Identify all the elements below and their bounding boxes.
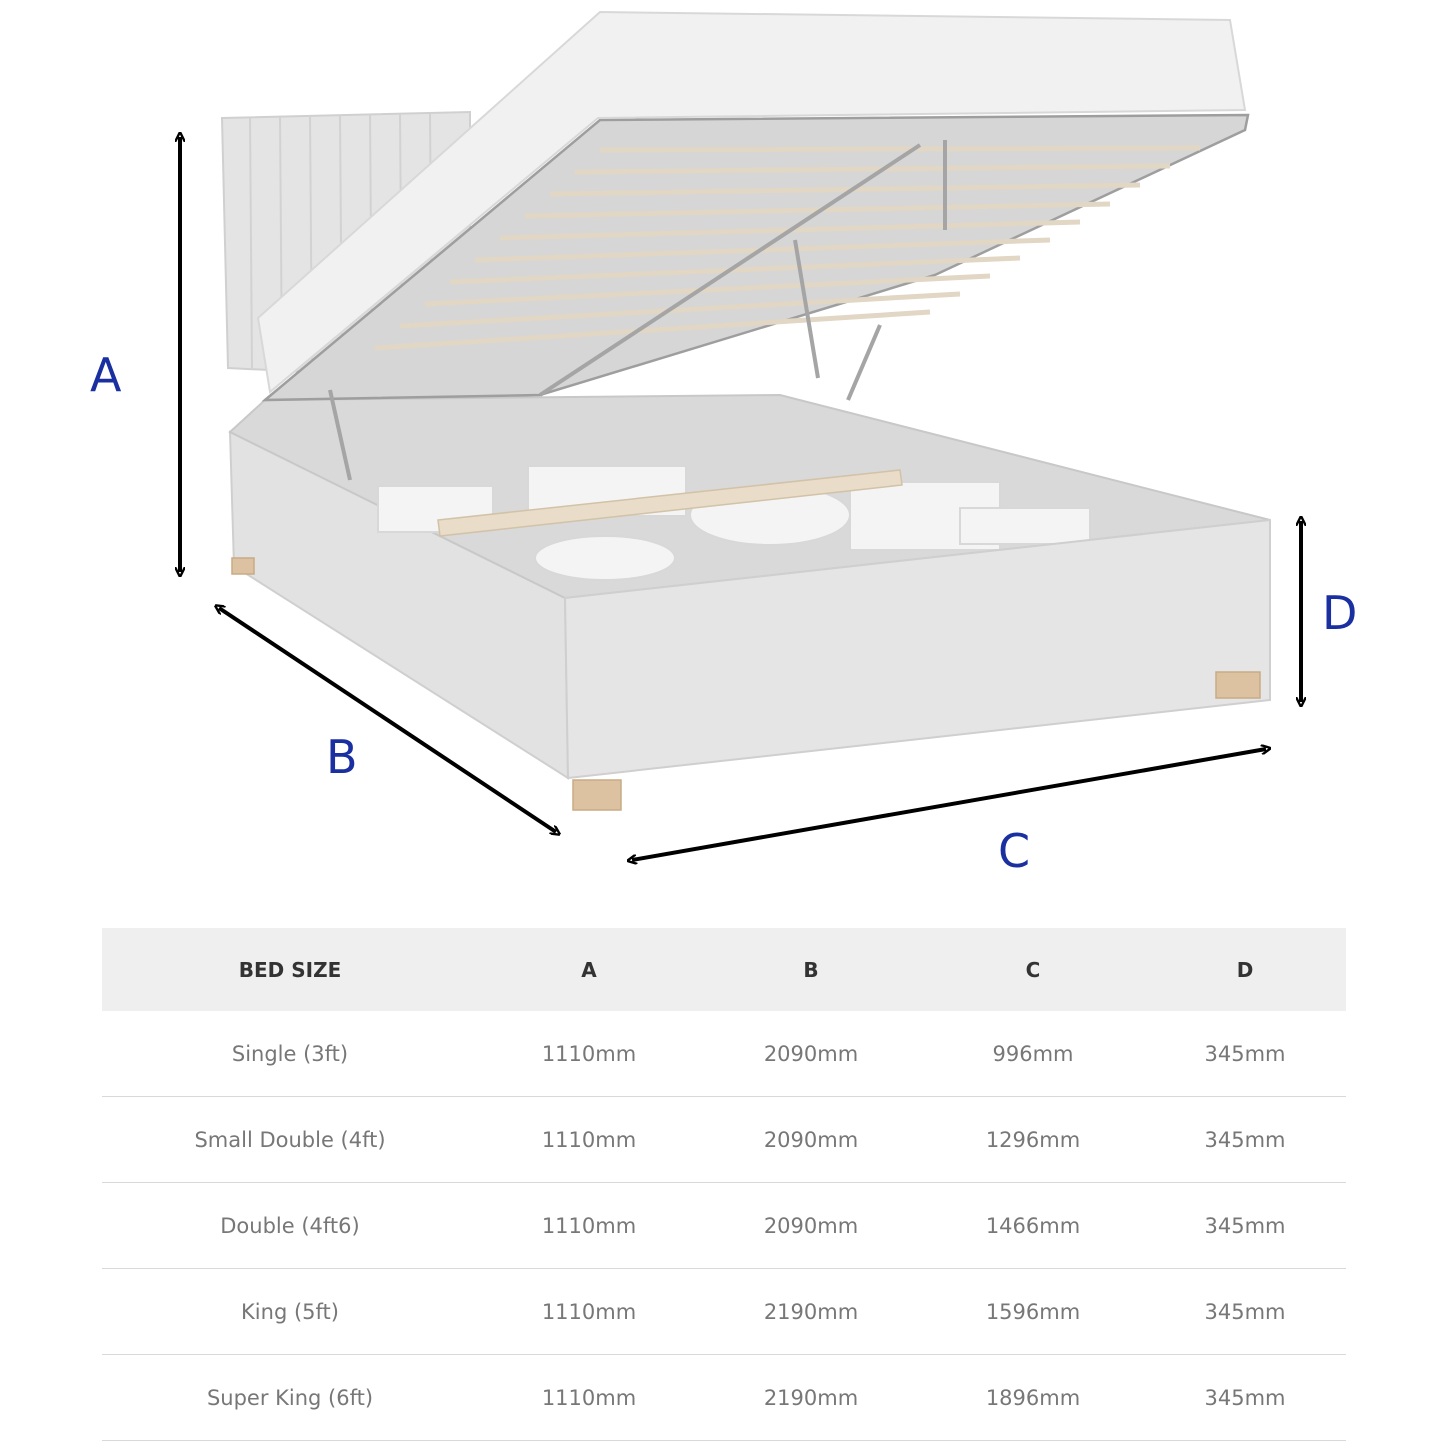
cell-a: 1110mm — [478, 1097, 700, 1183]
cell-b: 2190mm — [700, 1269, 922, 1355]
cell-c: 1296mm — [922, 1097, 1144, 1183]
cell-a: 1110mm — [478, 1269, 700, 1355]
cell-c: 996mm — [922, 1011, 1144, 1097]
cell-d: 345mm — [1144, 1097, 1346, 1183]
cell-a: 1110mm — [478, 1183, 700, 1269]
cell-b: 2090mm — [700, 1097, 922, 1183]
cell-bed-size: Double (4ft6) — [102, 1183, 478, 1269]
dimension-label-b: B — [326, 730, 358, 784]
table-row — [102, 1011, 1346, 1097]
header-d: D — [1144, 928, 1346, 1011]
dimension-label-c: C — [998, 824, 1031, 878]
cell-bed-size: Super King (6ft) — [102, 1355, 478, 1441]
dimension-label-a: A — [90, 348, 122, 402]
cell-d: 345mm — [1144, 1355, 1346, 1441]
dimension-arrow-c — [632, 749, 1266, 860]
cell-c: 1466mm — [922, 1183, 1144, 1269]
cell-b: 2090mm — [700, 1011, 922, 1097]
dimension-label-d: D — [1322, 586, 1358, 640]
cell-a: 1110mm — [478, 1355, 700, 1441]
header-c: C — [922, 928, 1144, 1011]
bed-size-table — [102, 928, 1346, 1441]
cell-bed-size: Small Double (4ft) — [102, 1097, 478, 1183]
cell-b: 2090mm — [700, 1183, 922, 1269]
header-bed-size: BED SIZE — [102, 928, 478, 1011]
header-a: A — [478, 928, 700, 1011]
cell-bed-size: Single (3ft) — [102, 1011, 478, 1097]
table-header-row — [102, 928, 1346, 1011]
cell-c: 1596mm — [922, 1269, 1144, 1355]
cell-bed-size: King (5ft) — [102, 1269, 478, 1355]
table-row — [102, 1355, 1346, 1441]
table-row — [102, 1269, 1346, 1355]
table-row — [102, 1183, 1346, 1269]
cell-d: 345mm — [1144, 1183, 1346, 1269]
cell-d: 345mm — [1144, 1269, 1346, 1355]
cell-b: 2190mm — [700, 1355, 922, 1441]
cell-d: 345mm — [1144, 1011, 1346, 1097]
cell-c: 1896mm — [922, 1355, 1144, 1441]
table-row — [102, 1097, 1346, 1183]
header-b: B — [700, 928, 922, 1011]
cell-a: 1110mm — [478, 1011, 700, 1097]
